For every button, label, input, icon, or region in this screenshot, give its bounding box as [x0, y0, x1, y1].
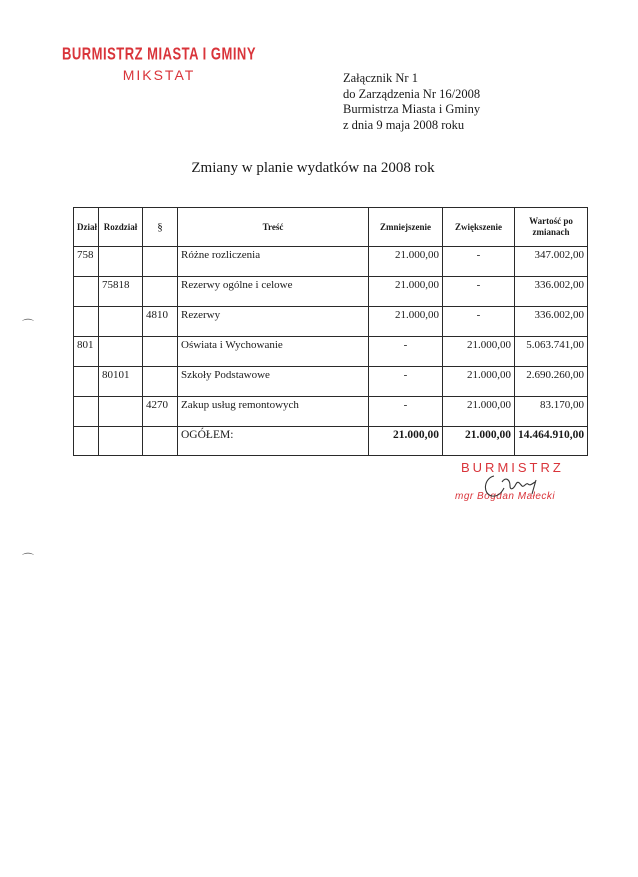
cell-tresc: Zakup usług remontowych — [178, 397, 369, 427]
cell-rozdzial — [99, 247, 143, 277]
cell-empty — [99, 427, 143, 456]
cell-tresc: Różne rozliczenia — [178, 247, 369, 277]
cell-dzial — [74, 367, 99, 397]
signature-name: mgr Bogdan Małecki — [455, 491, 556, 502]
cell-paragraf — [143, 277, 178, 307]
cell-wartosc: 2.690.260,00 — [515, 367, 588, 397]
office-stamp — [62, 43, 256, 83]
header-rozdzial: Rozdział — [99, 208, 143, 247]
cell-dzial: 758 — [74, 247, 99, 277]
table-row — [74, 277, 588, 307]
table-row — [74, 307, 588, 337]
annex-line-3: Burmistrza Miasta i Gminy — [343, 102, 481, 116]
cell-zmniejszenie: - — [369, 337, 443, 367]
table-total-row — [74, 427, 588, 456]
cell-dzial: 801 — [74, 337, 99, 367]
cell-rozdzial: 75818 — [99, 277, 143, 307]
cell-tresc: Szkoły Podstawowe — [178, 367, 369, 397]
cell-paragraf: 4810 — [143, 307, 178, 337]
cell-wartosc: 347.002,00 — [515, 247, 588, 277]
table-header-row — [74, 208, 588, 247]
header-dzial: Dział — [74, 208, 99, 247]
cell-paragraf — [143, 247, 178, 277]
cell-zmniejszenie: - — [369, 367, 443, 397]
header-zwiekszenie: Zwiększenie — [443, 208, 515, 247]
cell-zwiekszenie: 21.000,00 — [443, 337, 515, 367]
cell-wartosc: 5.063.741,00 — [515, 337, 588, 367]
cell-wartosc: 336.002,00 — [515, 277, 588, 307]
cell-rozdzial — [99, 337, 143, 367]
handwritten-signature-icon — [480, 472, 550, 500]
cell-empty — [143, 427, 178, 456]
budget-table — [73, 207, 588, 456]
total-wartosc: 14.464.910,00 — [515, 427, 588, 456]
table-row — [74, 367, 588, 397]
header-zmniejszenie: Zmniejszenie — [369, 208, 443, 247]
total-zmniejszenie: 21.000,00 — [369, 427, 443, 456]
cell-zwiekszenie: - — [443, 307, 515, 337]
cell-tresc: Rezerwy — [178, 307, 369, 337]
cell-rozdzial — [99, 307, 143, 337]
total-zwiekszenie: 21.000,00 — [443, 427, 515, 456]
cell-zmniejszenie: 21.000,00 — [369, 307, 443, 337]
cell-rozdzial — [99, 397, 143, 427]
scan-mark-icon: ⌒ — [22, 552, 35, 566]
table-row — [74, 337, 588, 367]
cell-paragraf: 4270 — [143, 397, 178, 427]
signature-role: BURMISTRZ — [461, 460, 564, 475]
document-title: Zmiany w planie wydatków na 2008 rok — [191, 160, 435, 176]
cell-wartosc: 336.002,00 — [515, 307, 588, 337]
cell-wartosc: 83.170,00 — [515, 397, 588, 427]
cell-zwiekszenie: 21.000,00 — [443, 397, 515, 427]
table-row — [74, 397, 588, 427]
annex-line-4: z dnia 9 maja 2008 roku — [343, 117, 465, 132]
cell-paragraf — [143, 367, 178, 397]
cell-zwiekszenie: - — [443, 277, 515, 307]
annex-line-1: Załącznik Nr 1 — [343, 71, 418, 85]
cell-empty — [74, 427, 99, 456]
cell-dzial — [74, 307, 99, 337]
annex-header — [343, 71, 480, 133]
header-tresc: Treść — [178, 208, 369, 247]
cell-zmniejszenie: 21.000,00 — [369, 277, 443, 307]
cell-zmniejszenie: - — [369, 397, 443, 427]
cell-zmniejszenie: 21.000,00 — [369, 247, 443, 277]
cell-paragraf — [143, 337, 178, 367]
cell-dzial — [74, 397, 99, 427]
document-title-wrap — [0, 160, 638, 177]
stamp-town-text: MIKSTAT — [122, 67, 196, 83]
annex-line-2: do Zarządzenia Nr 16/2008 — [343, 86, 481, 101]
cell-tresc: Rezerwy ogólne i celowe — [178, 277, 369, 307]
cell-dzial — [74, 277, 99, 307]
cell-zwiekszenie: - — [443, 247, 515, 277]
total-label: OGÓŁEM: — [178, 427, 369, 456]
table-row — [74, 247, 588, 277]
cell-rozdzial: 80101 — [99, 367, 143, 397]
header-wartosc: Wartość po zmianach — [515, 208, 588, 247]
stamp-office-text: BURMISTRZ MIASTA I GMINY — [62, 43, 256, 64]
cell-zwiekszenie: 21.000,00 — [443, 367, 515, 397]
header-paragraf: § — [143, 208, 178, 247]
scan-mark-icon: ⌒ — [22, 318, 35, 332]
cell-tresc: Oświata i Wychowanie — [178, 337, 369, 367]
